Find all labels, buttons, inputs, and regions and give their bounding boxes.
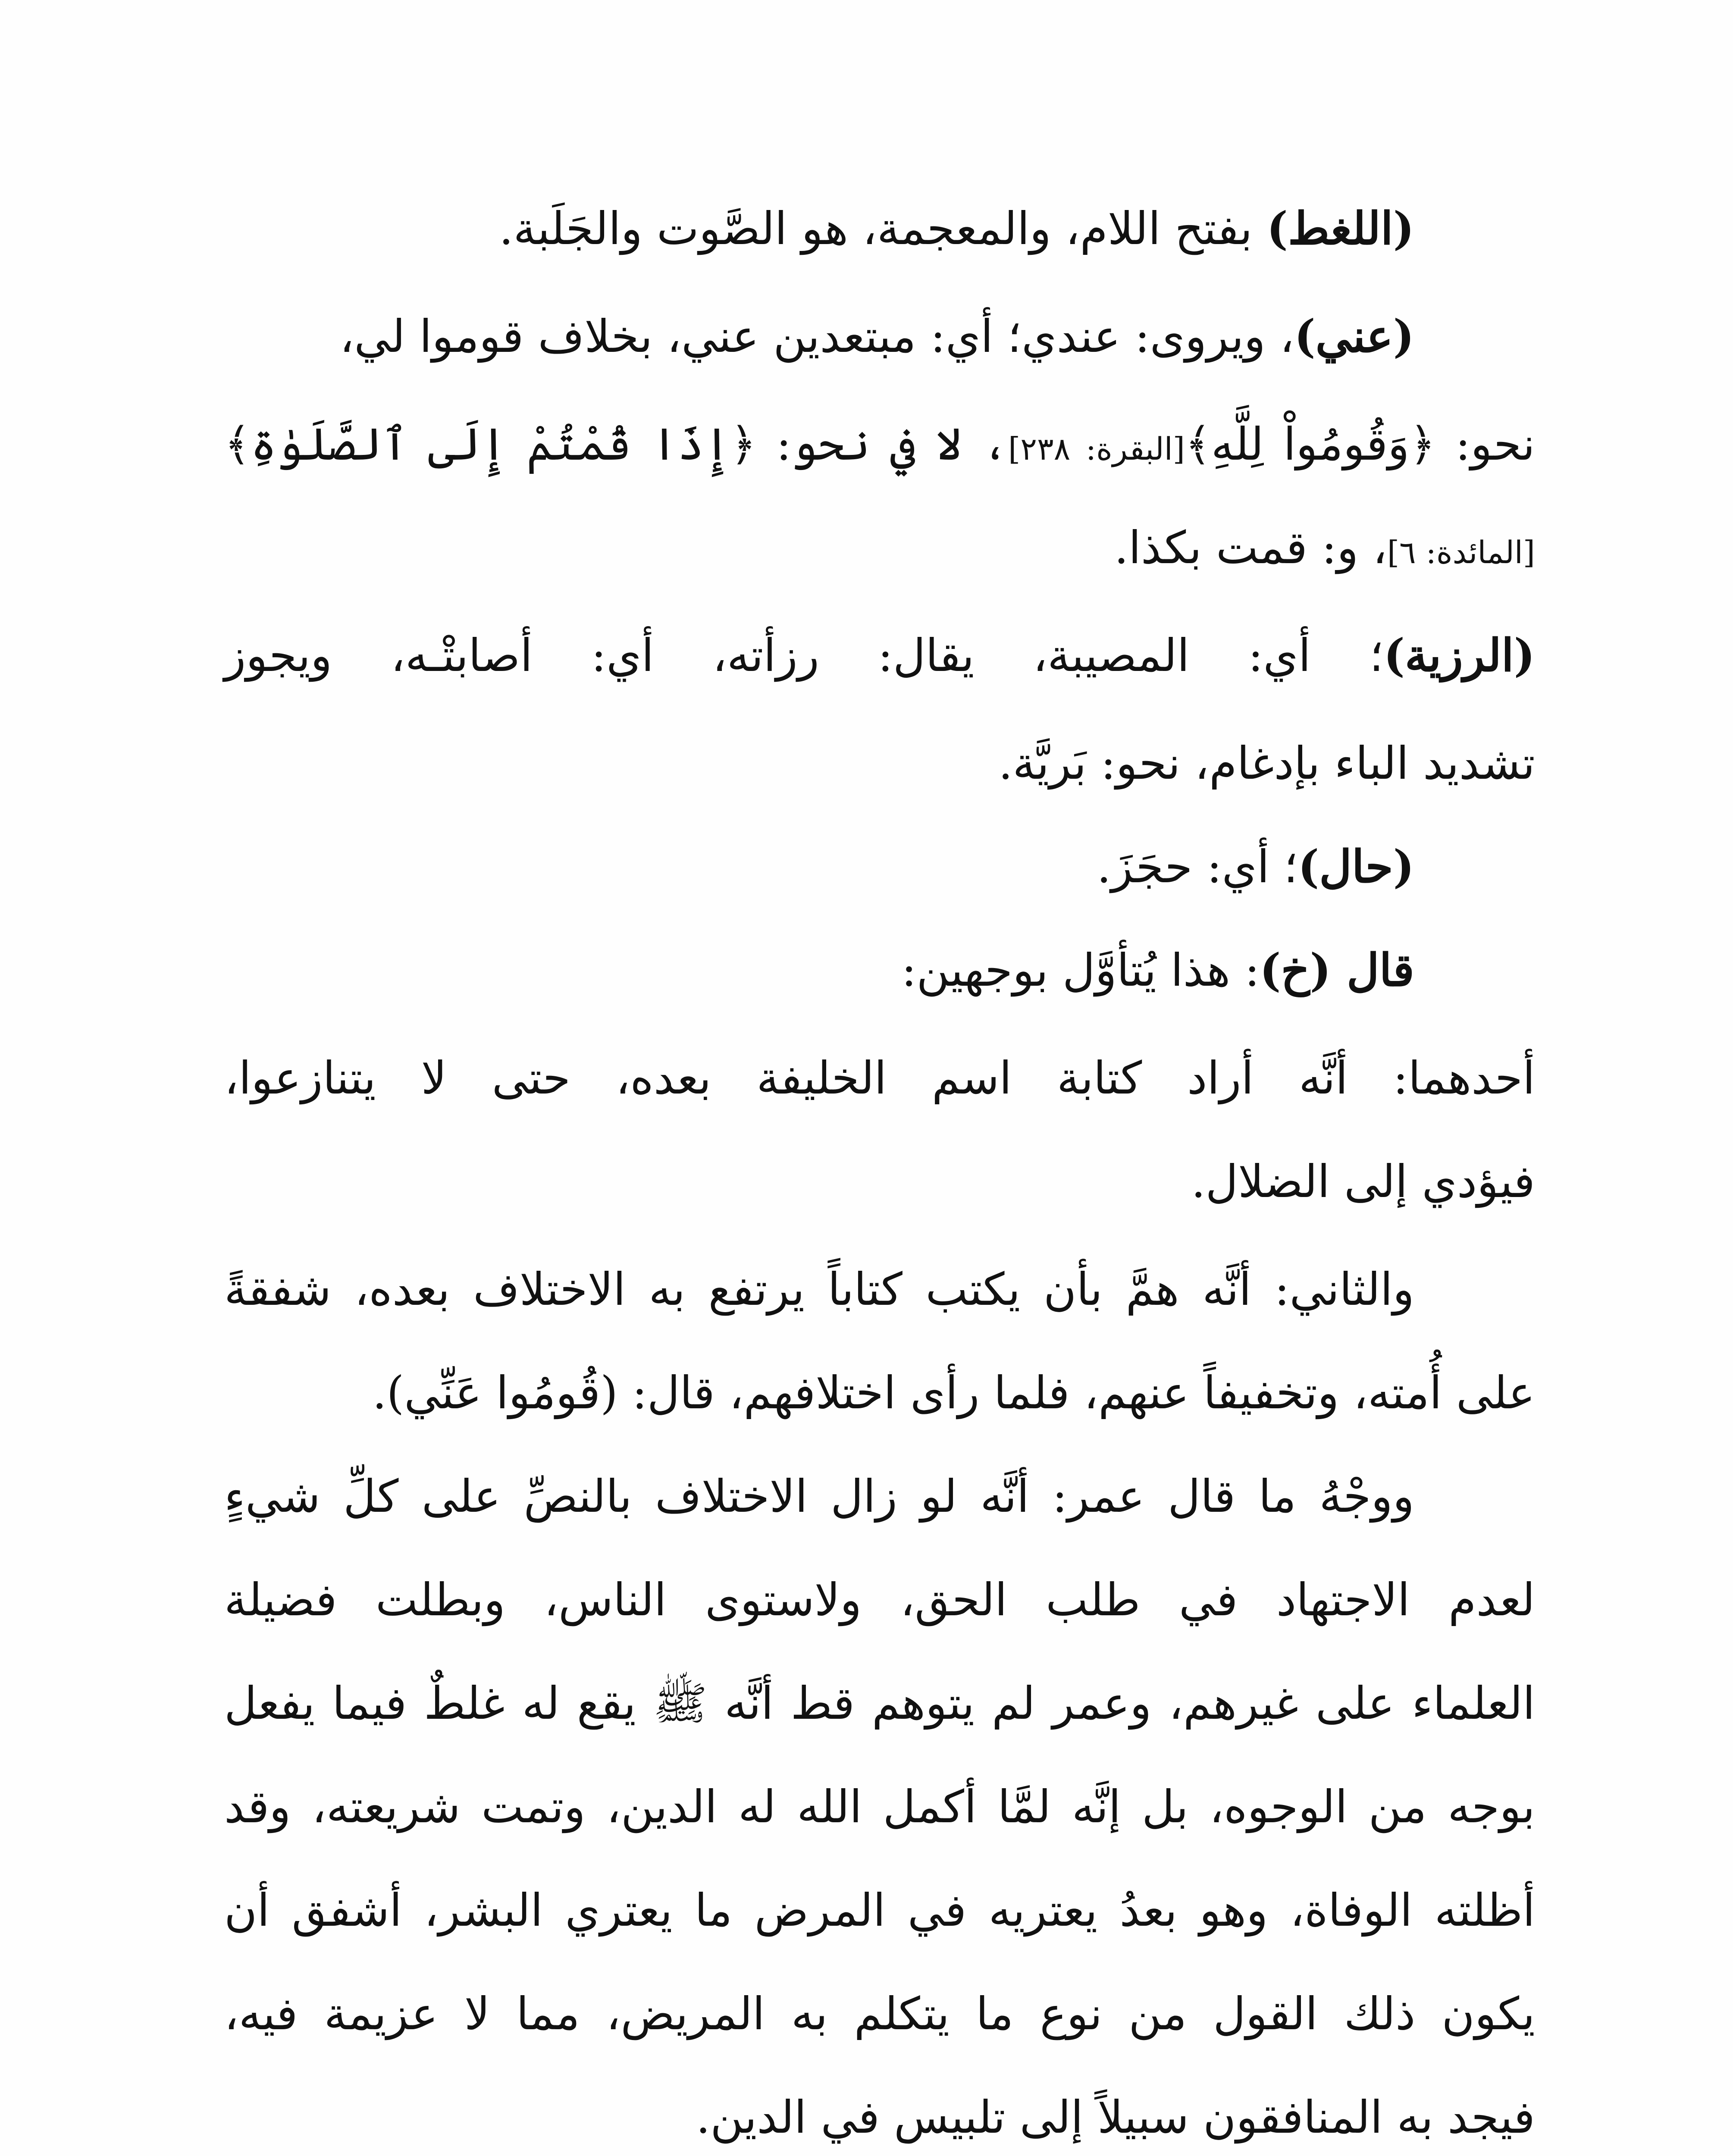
line-13-text: ووجْهُ ما قال عمر: أنَّه لو زال الاختلاف بالنصِّ على كلِّ شيءٍ [224, 1470, 1414, 1523]
text-line-11 [224, 1246, 1414, 1332]
line-11-text: والثاني: أنَّه همَّ بأن يكتب كتاباً يرتفع به الاختلاف بعده، شفقةً [224, 1263, 1414, 1316]
quran-quote-1: نحو: ﴿وَقُومُواْ لِلَّهِ﴾ [1185, 418, 1536, 470]
text-line-7 [1097, 824, 1414, 910]
term-anni: (عني) [1294, 310, 1414, 363]
line-10-text: فيؤدي إلى الضلال. [1191, 1155, 1535, 1208]
line-4-text: ، و: قمت بكذا. [1114, 521, 1387, 574]
line-3-text: ، لا في نحو: ﴿إِذَا قُمْتُمْ إِلَى ٱلصَّلَوٰةِ﴾ [224, 418, 1009, 470]
line-15-text: العلماء على غيرهم، وعمر لم يتوهم قط أنَّه ﷺ يقع له غلطٌ فيما يفعل [224, 1677, 1535, 1730]
line-16-text: بوجه من الوجوه، بل إنَّه لمَّا أكمل الله له الدين، وتمت شريعته، وقد [224, 1780, 1535, 1833]
text-line-3 [224, 401, 1535, 487]
line-14-text: لعدم الاجتهاد في طلب الحق، ولاستوى الناس، وبطلت فضيلة [224, 1573, 1535, 1626]
text-line-19 [696, 2074, 1535, 2156]
text-line-13 [224, 1453, 1414, 1539]
line-6-text: تشديد الباء بإدغام، نحو: بَريَّة. [998, 737, 1535, 790]
line-9-text: أحدهما: أنَّه أراد كتابة اسم الخليفة بعده، حتى لا يتنازعوا، [224, 1052, 1535, 1104]
term-arraziyya: (الرزية) [1383, 629, 1535, 682]
text-line-9 [224, 1035, 1535, 1121]
text-line-6 [998, 720, 1535, 806]
term-qal-kh: قال (خ) [1260, 943, 1414, 997]
line-19-text: فيجد به المنافقون سبيلاً إلى تلبيس في الدين. [696, 2091, 1535, 2143]
quran-reference-2: [المائدة: ٦] [1387, 534, 1535, 570]
line-8-text: : هذا يُتأوَّل بوجهين: [901, 944, 1260, 997]
line-12-text: على أُمته، وتخفيفاً عنهم، فلما رأى اختلافهم، قال: (قُومُوا عَنِّي). [372, 1366, 1535, 1419]
text-line-18 [224, 1971, 1535, 2057]
quran-reference-1: [البقرة: ٢٣٨] [1008, 431, 1185, 467]
line-5-text: ؛ أي: المصيبة، يقال: رزأته، أي: أصابتْـه، ويجوز [224, 629, 1384, 682]
term-hal: (حال) [1298, 840, 1414, 893]
text-line-10 [1191, 1138, 1535, 1225]
text-line-4 [1114, 505, 1535, 591]
text-line-2 [340, 293, 1414, 379]
text-line-14 [224, 1557, 1535, 1643]
line-18-text: يكون ذلك القول من نوع ما يتكلم به المريض، مما لا عزيمة فيه، [224, 1987, 1535, 2040]
text-line-1 [499, 185, 1414, 272]
text-line-5 [224, 612, 1535, 699]
text-line-17 [224, 1867, 1535, 1953]
term-allaghat: (اللغط) [1266, 202, 1414, 255]
line-7-text: ؛ أي: حجَزَ. [1097, 840, 1298, 893]
text-line-12 [373, 1350, 1535, 1436]
line-17-text: أظلته الوفاة، وهو بعدُ يعتريه في المرض ما يعتري البشر، أشفق أن [224, 1884, 1535, 1937]
line-1-text: بفتح اللام، والمعجمة، هو الصَّوت والجَلَبة. [499, 202, 1267, 255]
text-line-8 [901, 927, 1414, 1013]
line-2-text: ، ويروى: عندي؛ أي: مبتعدين عني، بخلاف قوموا لي، [339, 310, 1294, 363]
text-line-15 [224, 1660, 1535, 1746]
text-line-16 [224, 1764, 1535, 1850]
